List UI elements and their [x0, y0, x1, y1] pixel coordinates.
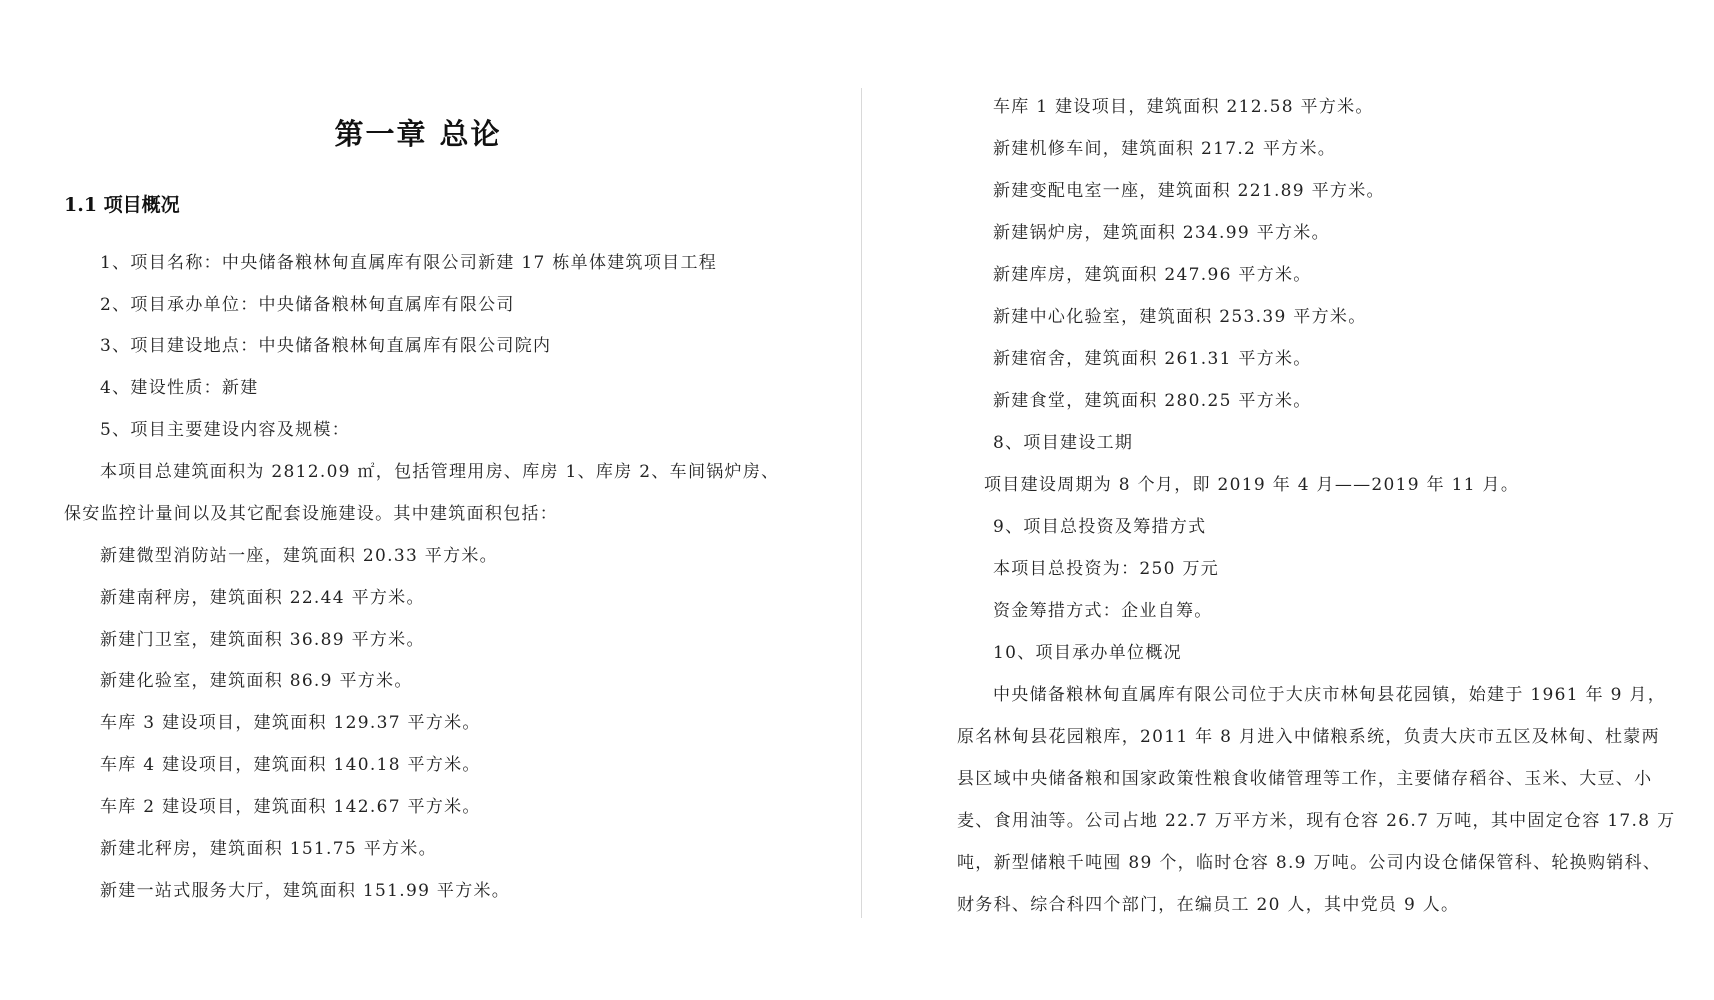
text-line: 1、项目名称：中央储备粮林甸直属库有限公司新建 17 栋单体建筑项目工程	[100, 253, 718, 273]
text-line: 新建机修车间，建筑面积 217.2 平方米。	[993, 139, 1337, 159]
text-line: 原名林甸县花园粮库，2011 年 8 月进入中储粮系统，负责大庆市五区及林甸、杜蒙两	[957, 727, 1660, 747]
text-line: 新建微型消防站一座，建筑面积 20.33 平方米。	[100, 546, 498, 566]
text-line: 吨，新型储粮千吨囤 89 个，临时仓容 8.9 万吨。公司内设仓储保管科、轮换购销科、	[957, 853, 1662, 873]
text-line: 3、项目建设地点：中央储备粮林甸直属库有限公司院内	[100, 336, 552, 356]
text-line: 本项目总投资为：250 万元	[993, 559, 1220, 579]
text-line: 10、项目承办单位概况	[993, 643, 1182, 663]
text-line: 本项目总建筑面积为 2812.09 ㎡，包括管理用房、库房 1、库房 2、车间锅炉房、	[100, 462, 780, 482]
text-line: 新建锅炉房，建筑面积 234.99 平方米。	[993, 223, 1330, 243]
text-line: 2、项目承办单位：中央储备粮林甸直属库有限公司	[100, 295, 515, 315]
text-line: 中央储备粮林甸直属库有限公司位于大庆市林甸县花园镇，始建于 1961 年 9 月，	[993, 685, 1666, 705]
text-line: 4、建设性质：新建	[100, 378, 259, 398]
text-line: 新建变配电室一座，建筑面积 221.89 平方米。	[993, 181, 1385, 201]
right-page	[862, 0, 1714, 1000]
text-line: 新建门卫室，建筑面积 36.89 平方米。	[100, 630, 425, 650]
text-line: 车库 3 建设项目，建筑面积 129.37 平方米。	[100, 713, 481, 733]
text-line: 车库 2 建设项目，建筑面积 142.67 平方米。	[100, 797, 481, 817]
text-line: 9、项目总投资及筹措方式	[993, 517, 1207, 537]
text-line: 新建化验室，建筑面积 86.9 平方米。	[100, 671, 413, 691]
text-line: 车库 4 建设项目，建筑面积 140.18 平方米。	[100, 755, 481, 775]
text-line: 资金筹措方式：企业自筹。	[993, 601, 1213, 621]
text-line: 新建北秤房，建筑面积 151.75 平方米。	[100, 839, 437, 859]
text-line: 8、项目建设工期	[993, 433, 1134, 453]
section-heading: 1.1 项目概况	[64, 194, 180, 216]
text-line: 财务科、综合科四个部门，在编员工 20 人，其中党员 9 人。	[957, 895, 1460, 915]
text-line: 项目建设周期为 8 个月，即 2019 年 4 月——2019 年 11 月。	[984, 475, 1520, 495]
text-line: 保安监控计量间以及其它配套设施建设。其中建筑面积包括：	[64, 504, 559, 524]
text-line: 新建一站式服务大厅，建筑面积 151.99 平方米。	[100, 881, 511, 901]
text-line: 5、项目主要建设内容及规模：	[100, 420, 351, 440]
text-line: 新建食堂，建筑面积 280.25 平方米。	[993, 391, 1312, 411]
text-line: 麦、食用油等。公司占地 22.7 万平方米，现有仓容 26.7 万吨，其中固定仓容 17.8 万	[957, 811, 1676, 831]
text-line: 车库 1 建设项目，建筑面积 212.58 平方米。	[993, 97, 1374, 117]
text-line: 新建南秤房，建筑面积 22.44 平方米。	[100, 588, 425, 608]
text-line: 新建宿舍，建筑面积 261.31 平方米。	[993, 349, 1312, 369]
text-line: 新建库房，建筑面积 247.96 平方米。	[993, 265, 1312, 285]
chapter-title: 第一章 总论	[334, 117, 502, 151]
text-line: 县区域中央储备粮和国家政策性粮食收储管理等工作，主要储存稻谷、玉米、大豆、小	[957, 769, 1653, 789]
text-line: 新建中心化验室，建筑面积 253.39 平方米。	[993, 307, 1367, 327]
